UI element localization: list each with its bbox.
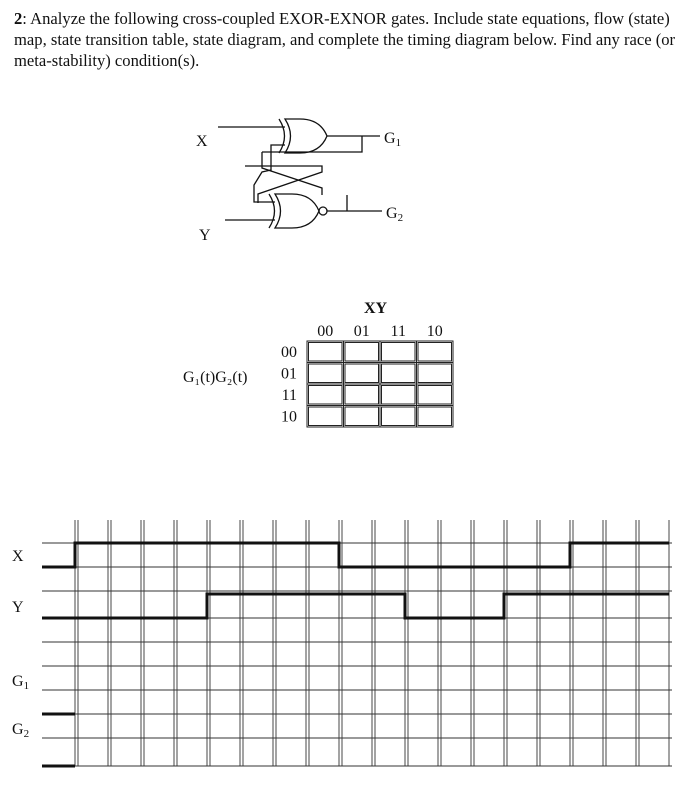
flow-map-cell-border — [307, 341, 344, 363]
circuit-y-label: Y — [199, 227, 211, 244]
y-waveform — [42, 594, 669, 618]
exor-gate — [279, 119, 327, 153]
flow-map-cell-border — [417, 363, 454, 385]
flow-map-cell — [418, 343, 452, 362]
circuit-g2-label: G2 — [386, 205, 404, 224]
flow-map-row-labels — [281, 344, 297, 426]
g1-feedback — [262, 136, 362, 152]
flow-map-cell-border — [307, 406, 344, 428]
flow-map-cell — [309, 343, 343, 362]
timing-signal-label: G2 — [12, 721, 30, 740]
flow-map-row-label: 11 — [281, 387, 297, 404]
circuit-x-label: X — [196, 133, 208, 150]
timing-grid — [42, 520, 672, 766]
flow-map-column-label: 11 — [390, 323, 406, 340]
flow-map-cell-border — [380, 406, 417, 428]
flow-map-cell — [382, 343, 416, 362]
timing-diagram — [12, 520, 672, 766]
flow-map-cell-border — [344, 363, 381, 385]
flow-map-row-label: 00 — [281, 344, 297, 361]
flow-map-cell — [382, 386, 416, 405]
exnor-gate — [269, 194, 327, 228]
timing-signal-label: Y — [12, 599, 24, 616]
flow-map-cell-border — [417, 341, 454, 363]
flow-map-cell — [345, 343, 379, 362]
flow-map-cell — [418, 407, 452, 426]
timing-signal-labels — [12, 548, 29, 740]
problem-number: 2 — [14, 9, 23, 28]
timing-signal-label: G1 — [12, 673, 30, 692]
flow-map-row-label: 01 — [281, 365, 297, 383]
flow-map-cell-border — [344, 406, 381, 428]
flow-map-cell-border — [344, 384, 381, 406]
flow-map-cell — [309, 407, 343, 426]
flow-map-cell — [382, 407, 416, 426]
flow-map-cell — [309, 386, 343, 405]
flow-map-cell — [382, 364, 416, 383]
flow-map — [183, 300, 453, 427]
flow-map-cell — [345, 364, 379, 383]
flow-map-cell — [418, 364, 452, 383]
flow-map-cell-border — [417, 384, 454, 406]
problem-text: : Analyze the following cross-coupled EXOR-EXNOR gates. Include state equations, flow (state) map, state transition table, state diagram, and complete the timing diagram below. Find any race (or meta-stability) condition(s). — [14, 9, 676, 70]
flow-map-cell — [345, 386, 379, 405]
flow-map-row-title: G₁(t)G₂(t) — [183, 369, 248, 386]
timing-signal-label: X — [12, 548, 24, 565]
flow-map-cell-border — [380, 341, 417, 363]
flow-map-cell-border — [307, 363, 344, 385]
circuit-diagram — [218, 119, 382, 228]
flow-map-cell-border — [307, 384, 344, 406]
flow-map-column-title: XY — [364, 300, 388, 317]
flow-map-cell-border — [380, 363, 417, 385]
flow-map-cell-border — [417, 406, 454, 428]
flow-map-row-label: 10 — [281, 408, 297, 426]
inversion-bubble — [319, 207, 327, 215]
flow-map-column-label: 01 — [353, 323, 370, 340]
flow-map-grid — [307, 341, 453, 427]
flow-map-cell-border — [344, 341, 381, 363]
flow-map-column-label: 10 — [426, 323, 443, 340]
timing-waveforms — [42, 543, 669, 766]
flow-map-cell — [345, 407, 379, 426]
flow-map-cell — [418, 386, 452, 405]
flow-map-column-labels — [317, 323, 443, 340]
circuit-g1-label: G1 — [384, 130, 402, 149]
x-waveform — [42, 543, 669, 567]
flow-map-cell-border — [380, 384, 417, 406]
flow-map-cell — [309, 364, 343, 383]
flow-map-column-label: 00 — [317, 323, 334, 340]
